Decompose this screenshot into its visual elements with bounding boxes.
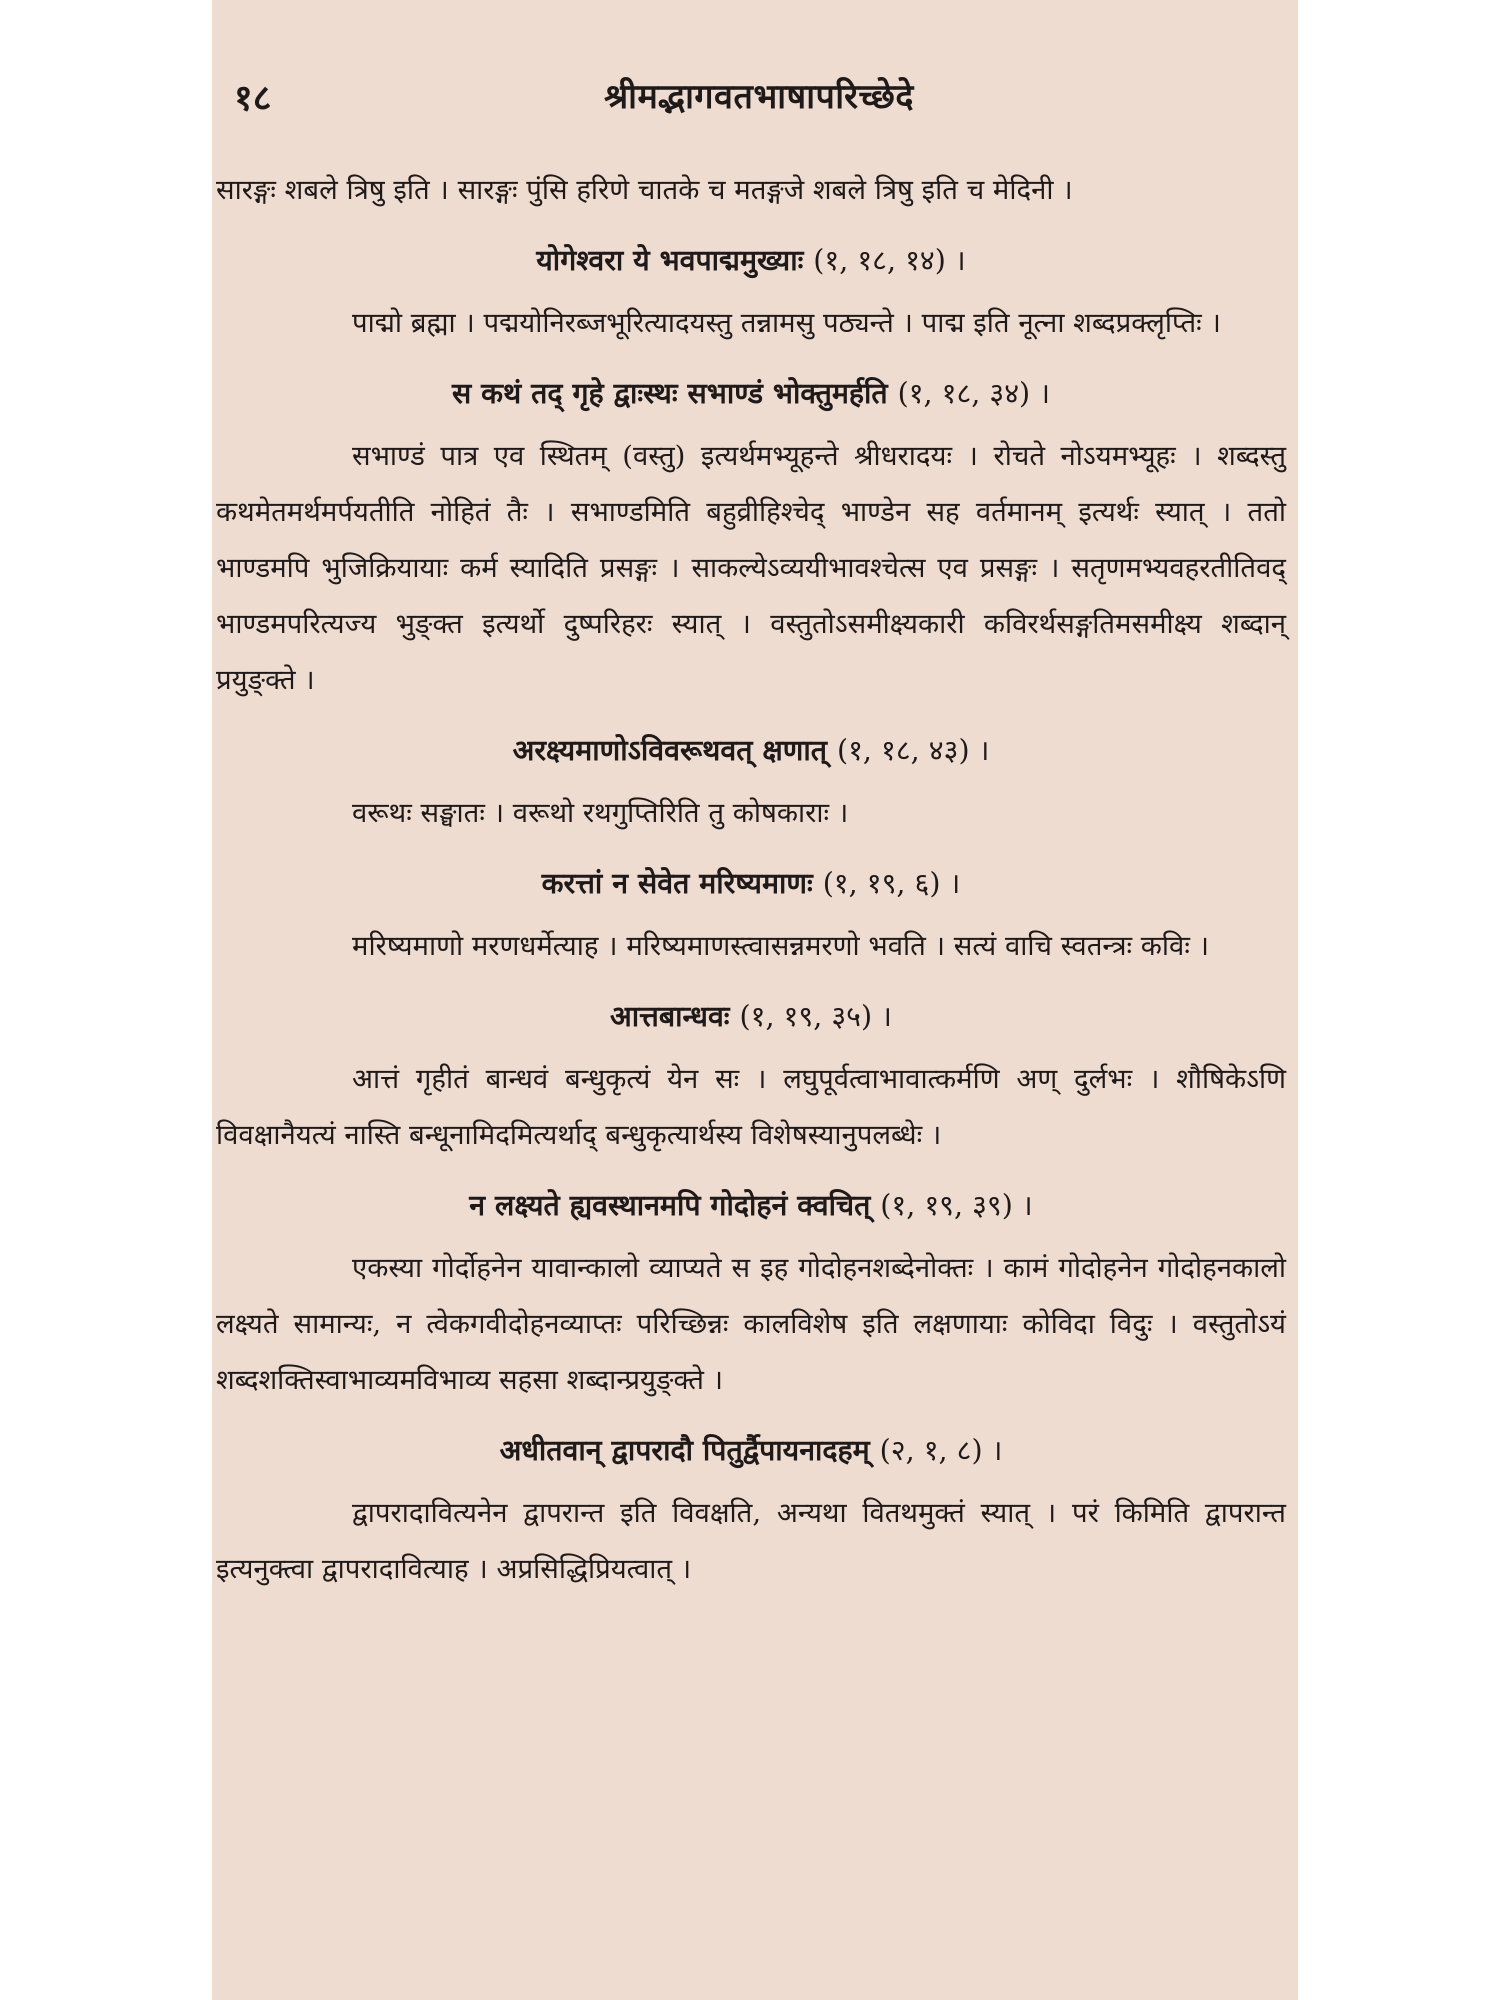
verse-quote — [216, 1422, 1286, 1479]
verse-quote — [216, 722, 1286, 779]
verse-text: न लक्ष्यते ह्यवस्थानमपि गोदोहनं क्वचित् — [469, 1188, 871, 1222]
page-header — [234, 72, 1284, 128]
verse-reference: (१, १८, ४३) । — [836, 734, 990, 767]
verse-quote — [216, 365, 1286, 422]
commentary-paragraph: सभाण्डं पात्र एव स्थितम् (वस्तु) इत्यर्थमभ्यूहन्ते श्रीधरादयः । रोचते नोऽयमभ्यूहः । शब्दस्तु कथमेतमर्थमर्पयतीति नोहितं तैः । सभाण्डमिति बहुव्रीहिश्चेद् भाण्डेन सह वर्तमानम् इत्यर्थः स्यात् । ततो भाण्डमपि भुजिक्रियायाः कर्म स्यादिति प्रसङ्गः । साकल्येऽव्ययीभावश्चेत्स एव प्रसङ्गः । सतृणमभ्यवहरतीतिवद् भाण्डमपरित्यज्य भुङ्क्त इत्यर्थो दुष्परिहरः स्यात् । वस्तुतोऽसमीक्ष्यकारी कविरर्थसङ्गतिमसमीक्ष्य शब्दान् प्रयुङ्क्ते । — [216, 440, 1286, 696]
verse-reference: (१, १९, ६) । — [822, 867, 961, 900]
commentary-paragraph: आत्तं गृहीतं बान्धवं बन्धुकृत्यं येन सः । लघुपूर्वत्वाभावात्कर्मणि अण् दुर्लभः । शौषिकेऽणि विवक्षानैयत्यं नास्ति बन्धूनामिदमित्यर्थाद् बन्धुकृत्यार्थस्य विशेषस्यानुपलब्धेः । — [216, 1063, 1286, 1151]
verse-text: योगेश्वरा ये भवपाद्ममुख्याः — [536, 243, 804, 277]
book-page — [212, 0, 1298, 2000]
commentary-paragraph: सारङ्गः शबले त्रिषु इति । सारङ्गः पुंसि हरिणे चातके च मतङ्गजे शबले त्रिषु इति च मेदिनी । — [216, 174, 1073, 206]
commentary-paragraph: द्वापरादावित्यनेन द्वापरान्त इति विवक्षति, अन्यथा वितथमुक्तं स्यात् । परं किमिति द्वापरान्त इत्यनुक्त्वा द्वापरादावित्याह । अप्रसिद्धिप्रियत्वात् । — [216, 1497, 1286, 1585]
verse-reference: (१, १८, १४) । — [813, 244, 966, 277]
verse-text: करत्तां न सेवेत मरिष्यमाणः — [541, 866, 813, 900]
verse-quote — [216, 232, 1286, 289]
verse-quote — [216, 855, 1286, 912]
verse-reference: (१, १९, ३९) । — [880, 1189, 1033, 1222]
page-number: १८ — [234, 77, 272, 119]
verse-text: अधीतवान् द्वापरादौ पितुर्द्वैपायनादहम् — [499, 1433, 870, 1467]
verse-reference: (२, १, ८) । — [879, 1434, 1003, 1467]
verse-text: स कथं तद् गृहे द्वाःस्थः सभाण्डं भोक्तुमर्हति — [451, 376, 888, 410]
verse-text: अरक्ष्यमाणोऽविवरूथवत् क्षणात् — [512, 733, 828, 767]
verse-reference: (१, १८, ३४) । — [897, 377, 1051, 410]
verse-text: आत्तबान्धवः — [610, 999, 730, 1033]
commentary-paragraph: एकस्या गोर्दोहनेन यावान्कालो व्याप्यते स इह गोदोहनशब्देनोक्तः । कामं गोदोहनेन गोदोहनकालो लक्ष्यते सामान्यः, न त्वेकगवीदोहनव्याप्तः परिच्छिन्नः कालविशेष इति लक्षणायाः कोविदा विदुः । वस्तुतोऽयं शब्दशक्तिस्वाभाव्यमविभाव्य सहसा शब्दान्प्रयुङ्क्ते । — [216, 1252, 1286, 1396]
commentary-paragraph: वरूथः सङ्घातः । वरूथो रथगुप्तिरिति तु कोषकाराः । — [352, 797, 849, 829]
page-body — [216, 162, 1286, 1597]
verse-reference: (१, १९, ३५) । — [739, 1000, 892, 1033]
running-title: श्रीमद्भागवतभाषापरिच्छेदे — [604, 77, 914, 117]
verse-quote — [216, 988, 1286, 1045]
verse-quote — [216, 1177, 1286, 1234]
commentary-paragraph: पाद्मो ब्रह्मा । पद्मयोनिरब्जभूरित्यादयस्तु तन्नामसु पठ्यन्ते । पाद्म इति नूत्ना शब्दप्रक्लृप्तिः । — [352, 307, 1221, 339]
commentary-paragraph: मरिष्यमाणो मरणधर्मेत्याह । मरिष्यमाणस्त्वासन्नमरणो भवति । सत्यं वाचि स्वतन्त्रः कविः । — [352, 930, 1210, 962]
